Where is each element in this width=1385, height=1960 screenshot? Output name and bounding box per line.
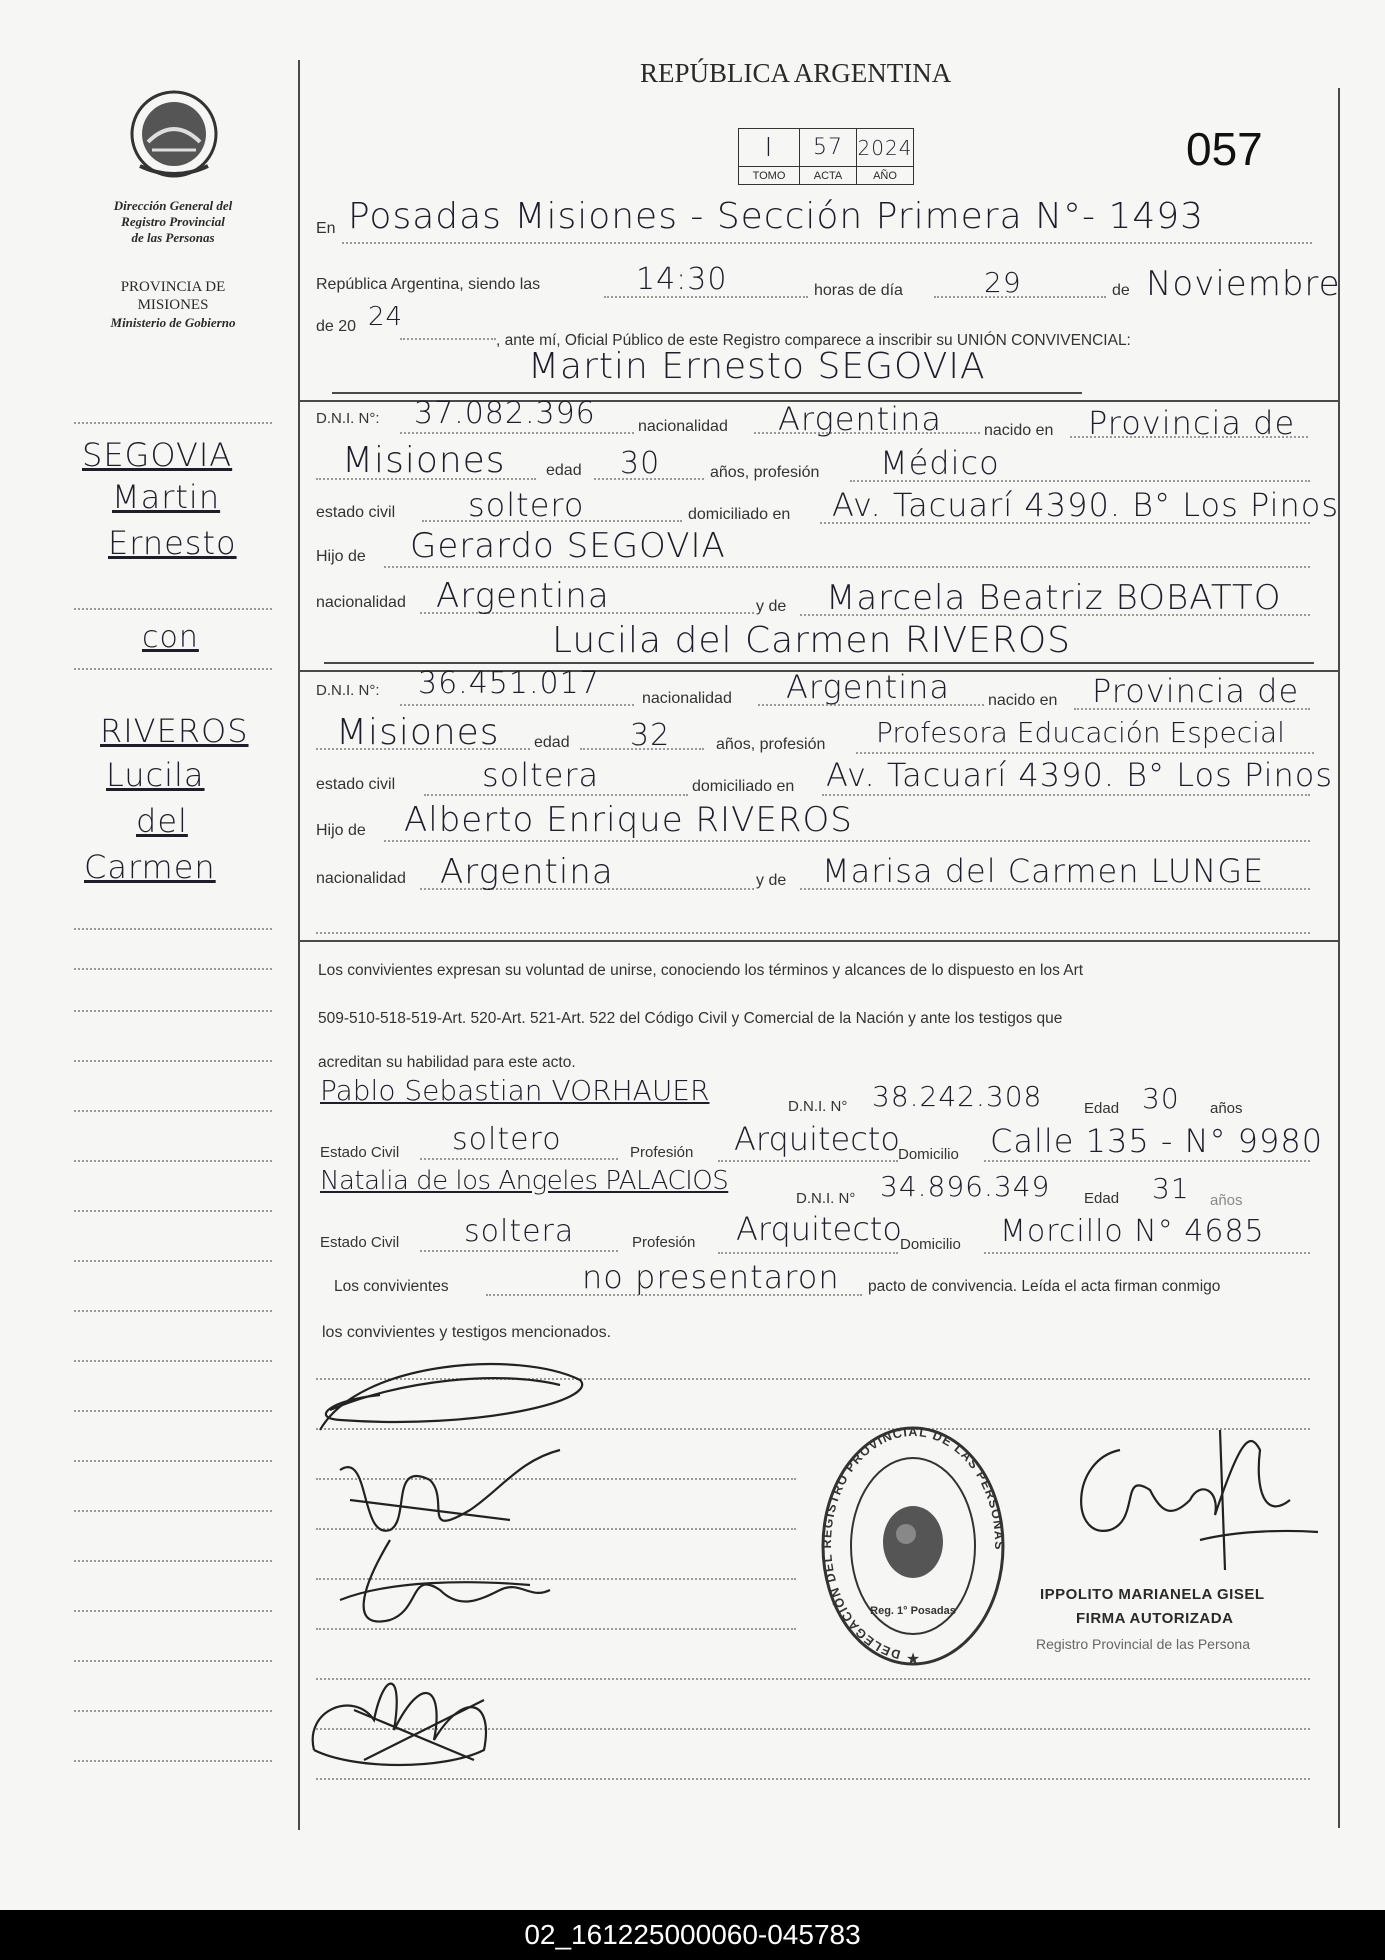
place-value: Posadas Misiones - Sección Primera N°- 1493: [348, 196, 1205, 237]
margin-line: [74, 422, 272, 424]
section-divider: [300, 940, 1338, 942]
margin-line: [74, 1710, 272, 1712]
margin-person2-name1: Lucila: [106, 756, 205, 794]
svg-text:★: ★: [905, 1651, 921, 1668]
comparece-text: , ante mí, Oficial Público de este Registro comparece a inscribir su UNIÓN CONVIVENCIAL:: [496, 332, 1131, 349]
en-label: En: [316, 220, 336, 237]
signature-witness-1: [330, 1530, 570, 1640]
p2-age: 32: [630, 718, 671, 753]
declaration-line-2: 509-510-518-519-Art. 520-Art. 521-Art. 522 del Código Civil y Comercial de la Nación y ante los testigos que: [318, 1010, 1063, 1027]
siendo-label: República Argentina, siendo las: [316, 276, 541, 293]
w2-estado-label: Estado Civil: [320, 1234, 400, 1251]
p2-father-nationality: Argentina: [440, 852, 614, 892]
p1-domicilio-label: domiciliado en: [688, 506, 791, 523]
margin-person2-surname: RIVEROS: [100, 712, 249, 750]
p1-nacionalidad-label: nacionalidad: [638, 418, 728, 435]
margin-line: [74, 1210, 272, 1212]
w2-dni-label: D.N.I. N°: [796, 1190, 856, 1207]
official-name: IPPOLITO MARIANELA GISEL: [1040, 1586, 1265, 1603]
margin-line: [74, 1410, 272, 1412]
year-prefix: de 20: [316, 318, 357, 335]
time-value: 14:30: [636, 262, 728, 297]
p1-dni-label: D.N.I. N°:: [316, 410, 380, 427]
p2-dni-label: D.N.I. N°:: [316, 682, 380, 699]
margin-person2-name2: del: [136, 802, 188, 840]
signature-witness-2: [294, 1650, 524, 1780]
stamp-center-text: Reg. 1° Posadas: [870, 1605, 956, 1617]
p2-nationality: Argentina: [786, 668, 950, 706]
p1-birthplace-2: Misiones: [342, 440, 506, 481]
p1-father: Gerardo SEGOVIA: [410, 526, 726, 566]
address-line: [822, 794, 1310, 796]
p1-address: Av. Tacuarí 4390. B° Los Pinos: [832, 486, 1339, 524]
declaration-line-3: acreditan su habilidad para este acto.: [318, 1054, 576, 1071]
p2-address: Av. Tacuarí 4390. B° Los Pinos: [826, 756, 1333, 794]
p1-estado-label: estado civil: [316, 504, 396, 521]
margin-line: [74, 1310, 272, 1312]
father-line: [384, 840, 1310, 842]
w2-civil-line: [420, 1250, 618, 1252]
w1-domicilio-label: Domicilio: [898, 1146, 959, 1163]
right-border-rule: [1338, 88, 1340, 1828]
margin-line: [74, 1110, 272, 1112]
stamp-ring-text: DELEGACIÓN DEL REGISTRO PROVINCIAL DE LAS PERSONAS: [820, 1424, 1007, 1662]
p2-mother: Marisa del Carmen LUNGE: [822, 852, 1265, 890]
w1-estado-label: Estado Civil: [320, 1144, 400, 1161]
w1-profesion-label: Profesión: [630, 1144, 694, 1161]
p2-domicilio-label: domiciliado en: [692, 778, 795, 795]
w1-dni-label: D.N.I. N°: [788, 1098, 848, 1115]
tomo-acta-anio-box: [738, 128, 914, 185]
person1-full-name: Martin Ernesto SEGOVIA: [528, 346, 986, 387]
margin-line: [74, 1260, 272, 1262]
w2-edad-label: Edad: [1084, 1190, 1120, 1207]
margin-line: [74, 1010, 272, 1012]
father-line: [384, 566, 1310, 568]
page-number: 057: [1186, 123, 1263, 175]
anio-label: AÑO: [857, 167, 914, 185]
p2-nacionalidad-label: nacionalidad: [642, 690, 732, 707]
p2-nacido-label: nacido en: [988, 692, 1058, 709]
p1-mother: Marcela Beatriz BOBATTO: [826, 578, 1282, 618]
margin-line: [74, 668, 272, 670]
convivientes-label: Los convivientes: [334, 1278, 449, 1295]
dni-line: [400, 704, 634, 706]
margin-line: [74, 1160, 272, 1162]
province-name: PROVINCIA DE MISIONES Ministerio de Gobierno: [110, 279, 236, 330]
closing-last-line: los convivientes y testigos mencionados.: [322, 1324, 612, 1341]
p1-profession: Médico: [880, 444, 1000, 482]
p2-hijo-label: Hijo de: [316, 822, 366, 839]
p1-edad-label: edad: [546, 462, 582, 479]
month-value: Noviembre: [1146, 264, 1341, 304]
witness2-civil-status: soltera: [464, 1214, 575, 1249]
margin-connector: con: [142, 620, 199, 655]
year-suffix: 24: [368, 302, 404, 332]
witness1-name: Pablo Sebastian VORHAUER: [320, 1074, 710, 1107]
p2-birthplace-1: Provincia de: [1092, 672, 1300, 710]
p1-anios-label: años, profesión: [710, 464, 820, 481]
p1-yde-label: y de: [756, 598, 787, 615]
pact-value: no presentaron: [582, 1258, 840, 1296]
witness2-profession: Arquitecto: [736, 1210, 902, 1248]
p2-profession: Profesora Educación Especial: [876, 716, 1285, 749]
witness2-dni: 34.896.349: [880, 1170, 1051, 1203]
acta-label: ACTA: [800, 167, 857, 185]
person2-full-name: Lucila del Carmen RIVEROS: [552, 620, 1072, 661]
pact-text: pacto de convivencia. Leída el acta firman conmigo: [868, 1278, 1221, 1295]
p2-edad-label: edad: [534, 734, 570, 751]
official-office: Registro Provincial de las Persona: [1036, 1636, 1250, 1652]
year-line: [400, 338, 496, 340]
w2-address-line: [984, 1252, 1310, 1254]
witness1-address: Calle 135 - N° 9980: [990, 1122, 1324, 1160]
agency-name: Dirección General del Registro Provincial de las Personas: [113, 198, 233, 245]
margin-line: [74, 928, 272, 930]
p1-father-nac-label: nacionalidad: [316, 594, 406, 611]
p2-father-nac-label: nacionalidad: [316, 870, 406, 887]
w2-profesion-label: Profesión: [632, 1234, 696, 1251]
province-crest-icon: [126, 86, 222, 182]
registry-stamp: [818, 1424, 1008, 1674]
civil-line: [424, 794, 688, 796]
margin-person2-name3: Carmen: [84, 848, 216, 886]
anio-value: 2024: [857, 129, 914, 167]
margin-line: [74, 1660, 272, 1662]
margin-person1-name1: Martin: [112, 478, 221, 516]
w1-anios-label: años: [1210, 1100, 1243, 1117]
p2-yde-label: y de: [756, 872, 787, 889]
witness1-age: 30: [1142, 1082, 1180, 1115]
margin-person1-name2: Ernesto: [108, 524, 237, 562]
margin-line: [74, 1510, 272, 1512]
name-underline: [324, 662, 1314, 664]
horas-label: horas de día: [814, 282, 903, 299]
margin-line: [74, 1460, 272, 1462]
w1-edad-label: Edad: [1084, 1100, 1120, 1117]
signature-convivient-1: [300, 1340, 600, 1450]
left-margin-rule: [298, 60, 300, 1830]
margin-line: [74, 1610, 272, 1612]
w1-address-line: [984, 1160, 1310, 1162]
acta-value: 57: [800, 129, 857, 167]
margin-line: [74, 1760, 272, 1762]
w2-prof-line: [718, 1252, 898, 1254]
p2-dni: 36.451.017: [418, 666, 600, 701]
witness1-dni: 38.242.308: [872, 1080, 1043, 1113]
official-signature: [1050, 1420, 1330, 1590]
p1-birthplace-1: Provincia de: [1088, 404, 1296, 442]
tomo-label: TOMO: [739, 167, 800, 185]
margin-line: [74, 968, 272, 970]
p2-birthplace-2: Misiones: [336, 712, 500, 753]
document-id-footer: 02_161225000060-045783: [0, 1910, 1385, 1960]
p1-civil-status: soltero: [468, 486, 585, 524]
margin-line: [74, 608, 272, 610]
p1-nacido-label: nacido en: [984, 422, 1054, 439]
p2-estado-label: estado civil: [316, 776, 396, 793]
w1-prof-line: [718, 1160, 898, 1162]
witness2-address: Morcillo N° 4685: [1000, 1214, 1265, 1249]
margin-line: [74, 1560, 272, 1562]
p1-dni: 37.082.396: [414, 396, 596, 431]
witness1-profession: Arquitecto: [734, 1120, 900, 1158]
day-value: 29: [984, 266, 1022, 299]
margin-person1-surname: SEGOVIA: [82, 436, 233, 474]
dni-line: [400, 432, 634, 434]
header-country: REPÚBLICA ARGENTINA: [640, 58, 952, 88]
witness2-age: 31: [1152, 1172, 1190, 1205]
name-underline: [332, 392, 1082, 394]
margin-line: [74, 1060, 272, 1062]
margin-line: [74, 1360, 272, 1362]
w1-civil-line: [420, 1158, 618, 1160]
de-label: de: [1112, 282, 1130, 299]
p2-civil-status: soltera: [482, 756, 600, 794]
p2-anios-label: años, profesión: [716, 736, 826, 753]
p1-nationality: Argentina: [778, 400, 942, 438]
tomo-value: I: [739, 129, 800, 167]
w2-domicilio-label: Domicilio: [900, 1236, 961, 1253]
blank-line: [316, 932, 1310, 934]
place-line: [342, 242, 1312, 244]
p1-father-nationality: Argentina: [436, 576, 610, 616]
witness1-civil-status: soltero: [452, 1122, 562, 1157]
profession-line: [856, 752, 1314, 754]
p1-age: 30: [620, 446, 661, 481]
witness2-name: Natalia de los Angeles PALACIOS: [320, 1166, 729, 1196]
p2-father: Alberto Enrique RIVEROS: [404, 800, 853, 840]
w2-anios-label: años: [1210, 1192, 1243, 1209]
declaration-line-1: Los convivientes expresan su voluntad de unirse, conociendo los términos y alcances de lo dispuesto en los Art: [318, 962, 1084, 979]
p1-hijo-label: Hijo de: [316, 548, 366, 565]
official-role: FIRMA AUTORIZADA: [1076, 1610, 1234, 1627]
